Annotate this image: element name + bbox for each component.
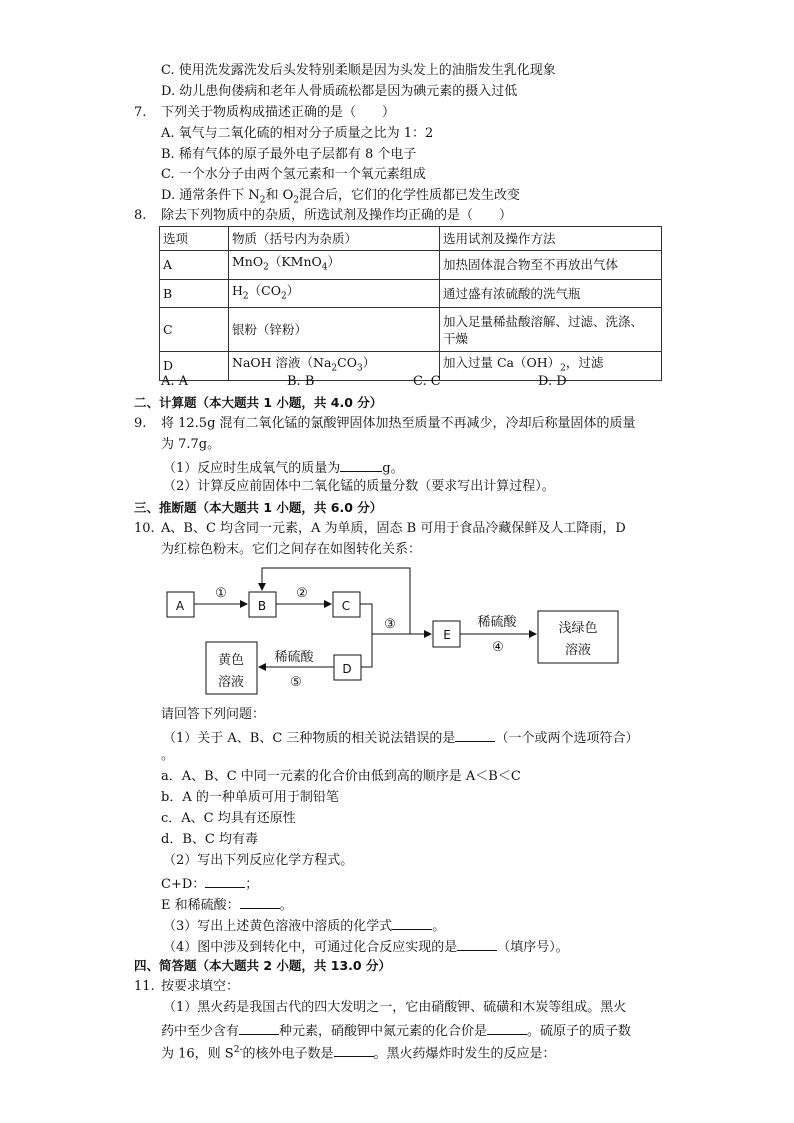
green-label-2: 溶液	[564, 643, 592, 658]
q10-part-2a: C+D： ；	[161, 873, 258, 894]
yellow-label-1: 黄色	[217, 653, 245, 668]
table-cell: 加入足量稀盐酸溶解、过滤、洗涤、 干燥	[440, 308, 662, 352]
q10-part-1-end: 。	[161, 748, 175, 763]
answer-blank	[487, 1020, 527, 1035]
q6-option-c: C. 使用洗发露洗发后头发特别柔顺是因为头发上的油脂发生乳化现象	[161, 63, 556, 78]
table-cell: 银粉（锌粉）	[229, 308, 440, 352]
q10-choice-c: c．A、C 均具有还原性	[161, 811, 296, 826]
section-heading-inference: 三、推断题（本大题共 1 小题，共 6.0 分）	[134, 500, 383, 515]
q8-number: 8.	[134, 208, 147, 223]
answer-blank	[392, 915, 432, 930]
q9-part-1: （1）反应时生成氧气的质量为 g。	[163, 457, 404, 478]
table-cell: C	[160, 308, 229, 352]
reagent-bottom-label: 稀硫酸	[274, 650, 314, 665]
q11-line-1: （1）黑火药是我国古代的四大发明之一，它由硝酸钾、硫磺和木炭等组成。黑火	[163, 1000, 627, 1015]
step-1-marker: ①	[215, 586, 227, 601]
q8-answer-b: B. B	[287, 374, 315, 389]
answer-blank	[455, 727, 495, 742]
q7-option-d: D. 通常条件下 $N_2$和 $O_2$混合后，它们的化学性质都已发生改变	[161, 188, 521, 206]
section-heading-short-answer: 四、简答题（本大题共 2 小题，共 13.0 分）	[134, 958, 391, 973]
q11-line-3: 为 16，则 $S^{2-}$的核外电子数是 。黑火药爆炸时发生的反应是：	[161, 1041, 556, 1063]
q9-line-2: 为 7.7g。	[161, 437, 221, 452]
q10-prompt: 请回答下列问题：	[161, 707, 266, 722]
q10-line-1: A、B、C 均含同一元素，A 为单质，固态 B 可用于食品冷藏保鲜及人工降雨，D	[161, 521, 626, 536]
q9-line-1: 将 12.5g 混有二氧化锰的氯酸钾固体加热至质量不再减少，冷却后称量固体的质量	[161, 416, 636, 431]
q10-part-4: （4）图中涉及到转化中，可通过化合反应实现的是 （填序号）。	[163, 936, 569, 957]
table-header-cell: 选项	[160, 227, 229, 251]
q11-number: 11.	[134, 979, 155, 994]
q7-option-a: A. 氧气与二氧化硫的相对分子质量之比为 1：2	[161, 126, 434, 141]
q10-number: 10.	[134, 521, 155, 536]
q10-choice-d: d．B、C 均有毒	[161, 832, 258, 847]
answer-blank	[240, 894, 280, 909]
q7-option-b: B. 稀有气体的原子最外电子层都有 8 个电子	[161, 147, 417, 162]
table-cell: $H_2(CO_2)$	[229, 279, 440, 308]
step-3-marker: ③	[384, 617, 396, 632]
q10-part-1: （1）关于 A、B、C 三种物质的相关说法错误的是 （一个或两个选项符合）	[163, 727, 638, 748]
q10-part-3: （3）写出上述黄色溶液中溶质的化学式 。	[163, 915, 445, 936]
table-cell: D	[160, 352, 229, 381]
table-cell: NaOH 溶液$(Na_2CO_3)$	[229, 352, 440, 381]
q10-choice-a: a．A、B、C 中同一元素的化合价由低到高的顺序是 A＜B＜C	[161, 769, 521, 784]
q10-part-2b: E 和稀硫酸： 。	[161, 894, 293, 915]
q8-stem: 除去下列物质中的杂质，所选试剂及操作均正确的是（ ）	[161, 208, 513, 223]
answer-blank	[457, 936, 497, 951]
step-4-marker: ④	[492, 640, 504, 655]
step-5-marker: ⑤	[290, 675, 302, 690]
q8-answer-c: C. C	[413, 374, 441, 389]
yellow-label-2: 溶液	[217, 675, 245, 690]
q7-number: 7.	[134, 105, 147, 120]
q10-line-2: 为红棕色粉末。它们之间存在如图转化关系：	[161, 542, 422, 557]
bracket-c-d	[360, 604, 372, 667]
box-d-label: D	[342, 662, 352, 676]
q9-number: 9.	[134, 416, 147, 431]
section-heading-calculation: 二、计算题（本大题共 1 小题，共 4.0 分）	[134, 395, 383, 410]
box-c-label: C	[341, 599, 351, 613]
table-cell: B	[160, 279, 229, 308]
q11-line-2: 药中至少含有 种元素，硝酸钾中氮元素的化合价是 。硫原子的质子数	[161, 1020, 631, 1041]
table-cell: MnO$_2$（KMnO$_4$）	[229, 251, 440, 280]
q8-answer-d: D. D	[538, 374, 567, 389]
table-header-cell: 物质（括号内为杂质）	[229, 227, 440, 251]
q9-part-2: （2）计算反应前固体中二氧化锰的质量分数（要求写出计算过程）。	[163, 479, 555, 494]
q8-answer-a: A. A	[161, 374, 189, 389]
q7-stem: 下列关于物质构成描述正确的是（ ）	[161, 105, 396, 120]
table-header-cell: 选用试剂及操作方法	[440, 227, 662, 251]
box-a-label: A	[175, 599, 185, 613]
q7-option-c: C. 一个水分子由两个氢元素和一个氧元素组成	[161, 167, 426, 182]
answer-blank	[334, 1042, 374, 1057]
table-cell: 通过盛有浓硫酸的洗气瓶	[440, 279, 662, 308]
reagent-top-label: 稀硫酸	[477, 615, 517, 630]
green-label-1: 浅绿色	[558, 621, 598, 636]
table-cell: 加热固体混合物至不再放出气体	[440, 251, 662, 280]
table-cell: A	[160, 251, 229, 280]
q10-choice-b: b．A 的一种单质可用于制铅笔	[161, 790, 339, 805]
step-2-marker: ②	[296, 586, 308, 601]
table-cell: 加入过量 $Ca(OH)_2$，过滤	[440, 352, 662, 381]
box-b-label: B	[257, 599, 267, 613]
q11-stem: 按要求填空：	[161, 979, 240, 994]
q10-part-2: （2）写出下列反应化学方程式。	[163, 853, 354, 868]
q6-option-d: D. 幼儿患佝偻病和老年人骨质疏松都是因为碘元素的摄入过低	[161, 84, 518, 99]
box-e-label: E	[443, 628, 451, 642]
answer-blank	[205, 873, 245, 888]
answer-blank	[239, 1020, 279, 1035]
